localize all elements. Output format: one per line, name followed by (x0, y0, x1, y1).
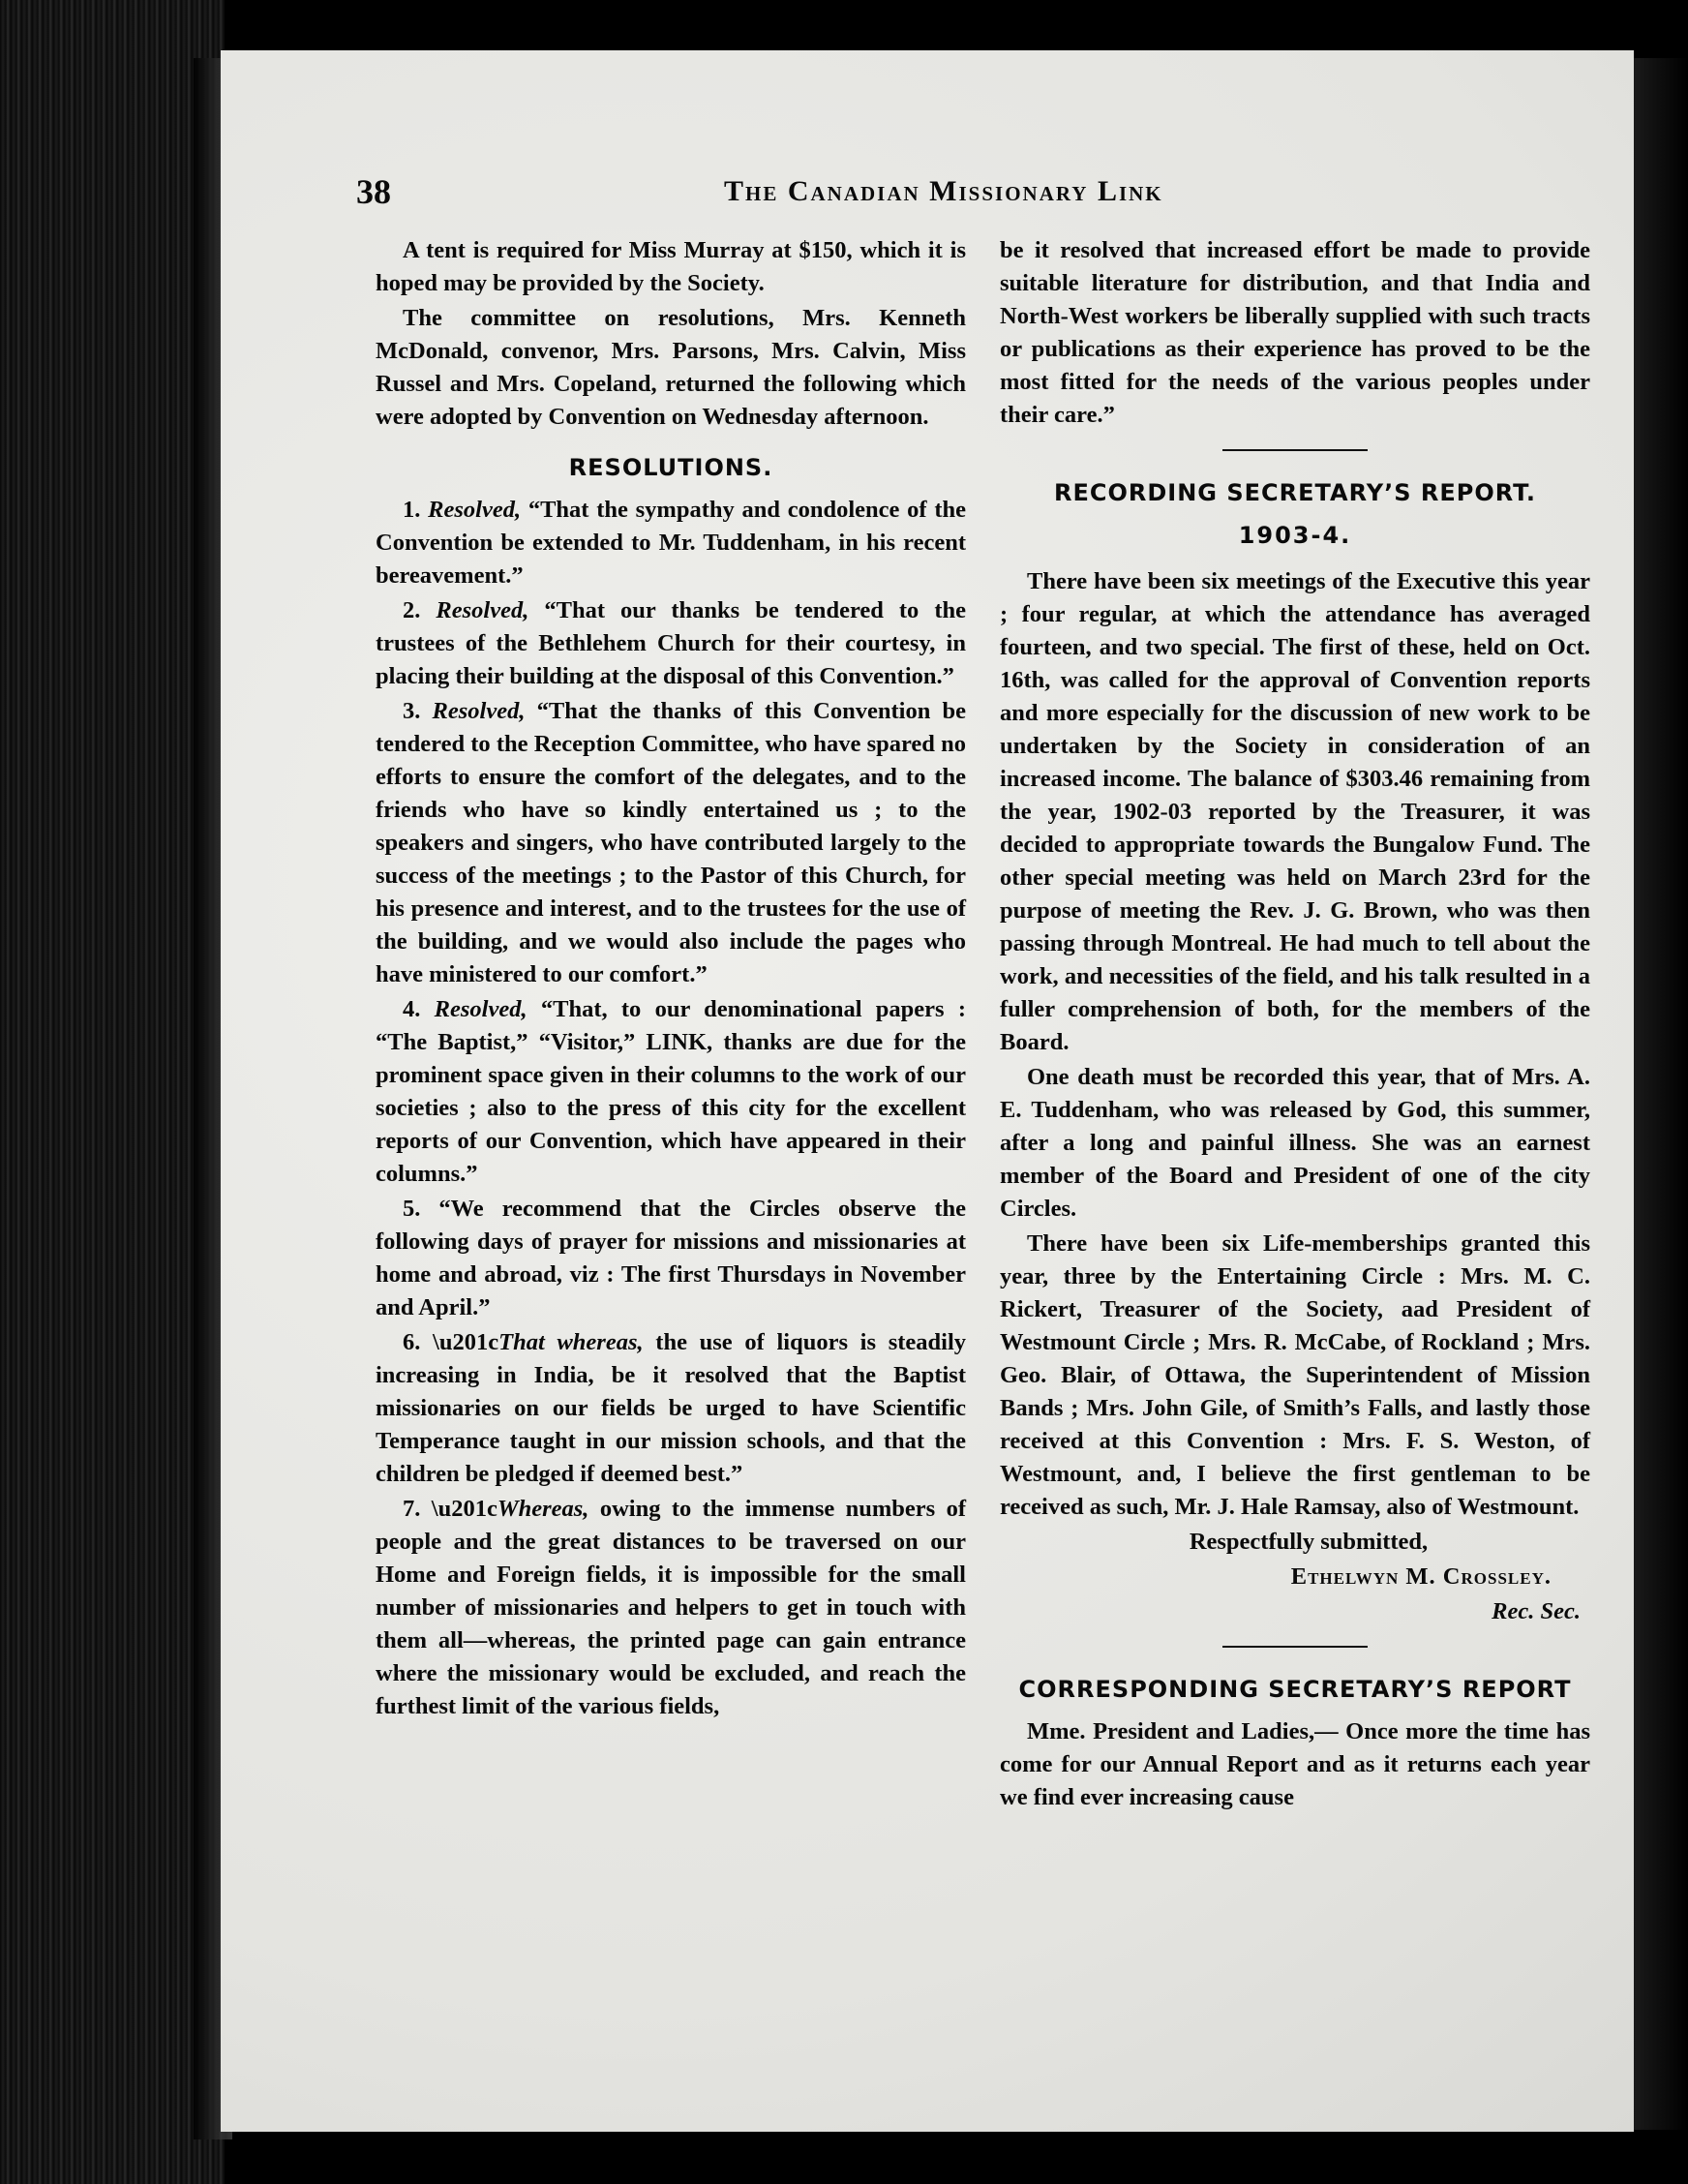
book-spine-edge (0, 0, 225, 2184)
resolution-item: 6. \u201cThat whereas, the use of liquors is steadily increasing in India, be it resolved that the Baptist missionaries on our fields be urged to have Scientific Temperance taught in our mission schools, and that the children be pledged if deemed best.” (376, 1329, 967, 1487)
recording-report-heading: RECORDING SECRETARY’S REPORT. (1053, 479, 1537, 506)
running-head (221, 171, 1634, 220)
resolution-continuation: be it resolved that increased effort be made to provide suitable literature for distribution, and that India and North-West workers be liberally supplied with such tracts or publications as their experience has proved to be the most fitted for the needs of the various peoples under their care.” (1000, 237, 1590, 428)
journal-title: The Canadian Missionary Link (724, 175, 1163, 207)
report-paragraph: There have been six Life-memberships granted this year, three by the Entertaining Circle : Mrs. M. C. Rickert, Treasurer of the Society, aad President of Westmount Circle ; Mrs. R. McCabe, of Rockland ; Mrs. Geo. Blair, of Ottawa, the Superintendent of Mission Bands ; Mrs. John Gile, of Smith’s Falls, and lastly those received at this Convention : Mrs. F. S. Weston, of Westmount, and, I believe the first gentleman to be received as such, Mr. J. Hale Ramsay, also of Westmount. (1000, 1230, 1590, 1520)
signer-title: Rec. Sec. (1492, 1598, 1581, 1624)
signer-name: Ethelwyn M. Crossley. (1290, 1563, 1552, 1590)
section-divider (1222, 1646, 1368, 1648)
report-paragraph: One death must be recorded this year, that of Mrs. A. E. Tuddenham, who was released by God, this summer, after a long and painful illness. She was an earnest member of the Board and President of one of the city Circles. (1000, 1064, 1590, 1222)
report-paragraph: There have been six meetings of the Executive this year ; four regular, at which the attendance has averaged fourteen, and two special. The first of these, held on Oct. 16th, was called for the approval of Convention reports and more especially for the discussion of new work to be undertaken by the Society in consideration of an increased income. The balance of $303.46 remaining from the year, 1902-03 reported by the Treasurer, it was decided to appropriate towards the Bungalow Fund. The other special meeting was held on March 23rd for the purpose of meeting the Rev. J. G. Brown, who was then passing through Montreal. He had much to tell about the work, and necessities of the field, and his talk resulted in a fuller comprehension of both, for the members of the Board. (1000, 568, 1590, 1055)
section-divider (1222, 449, 1368, 451)
report-paragraph: Mme. President and Ladies,— Once more the time has come for our Annual Report and as it returns each year we find ever increasing cause (1000, 1718, 1590, 1810)
resolutions-heading: RESOLUTIONS. (568, 454, 773, 481)
resolution-item: 7. \u201cWhereas, owing to the immense numbers of people and the great distances to be traversed on our Home and Foreign fields, it is impossible for the small number of missionaries and helpers to get in touch with them all—whereas, the printed page can gain entrance where the missionary would be excluded, and reach the furthest limit of the various fields, (376, 1496, 966, 1719)
scanned-page (221, 50, 1634, 2132)
recording-report-year: 1903-4. (1238, 522, 1352, 549)
book-right-edge (1634, 58, 1688, 2130)
intro-paragraph: A tent is required for Miss Murray at $150, which it is hoped may be provided by the Society. (376, 237, 966, 296)
page-number: 38 (356, 172, 391, 211)
corresponding-report-heading: CORRESPONDING SECRETARY’S REPORT (1018, 1676, 1572, 1703)
resolution-item: 1. Resolved, “That the sympathy and condolence of the Convention be extended to Mr. Tuddenham, in his recent bereavement.” (376, 497, 967, 589)
intro-paragraph: The committee on resolutions, Mrs. Kenneth McDonald, convenor, Mrs. Parsons, Mrs. Calvin, Miss Russel and Mrs. Copeland, returned the following which were adopted by Convention on Wednesday afternoon. (376, 305, 966, 430)
resolution-item: 2. Resolved, “That our thanks be tendered to the trustees of the Bethlehem Church for their courtesy, in placing their building at the disposal of this Convention.” (376, 597, 967, 689)
resolution-item: 3. Resolved, “That the thanks of this Convention be tendered to the Reception Committee, who have spared no efforts to ensure the comfort of the delegates, and to the friends who have so kindly entertained us ; to the speakers and singers, who have contributed largely to the success of the meetings ; to the Pastor of this Church, for his presence and interest, and to the trustees for the use of the building, and we would also include the pages who have ministered to our comfort.” (376, 698, 966, 987)
left-column (376, 234, 966, 1725)
right-column (1000, 234, 1590, 1816)
resolution-item: 4. Resolved, “That, to our denominational papers : “The Baptist,” “Visitor,” LINK, thanks are due for the prominent space given in their columns to the work of our societies ; also to the press of this city for the excellent reports of our Convention, which have appeared in their columns.” (376, 996, 967, 1187)
resolution-item: 5. “We recommend that the Circles observe the following days of prayer for missions and missionaries at home and abroad, viz : The first Thursdays in November and April.” (376, 1196, 967, 1320)
signoff: Respectfully submitted, (1189, 1529, 1429, 1555)
